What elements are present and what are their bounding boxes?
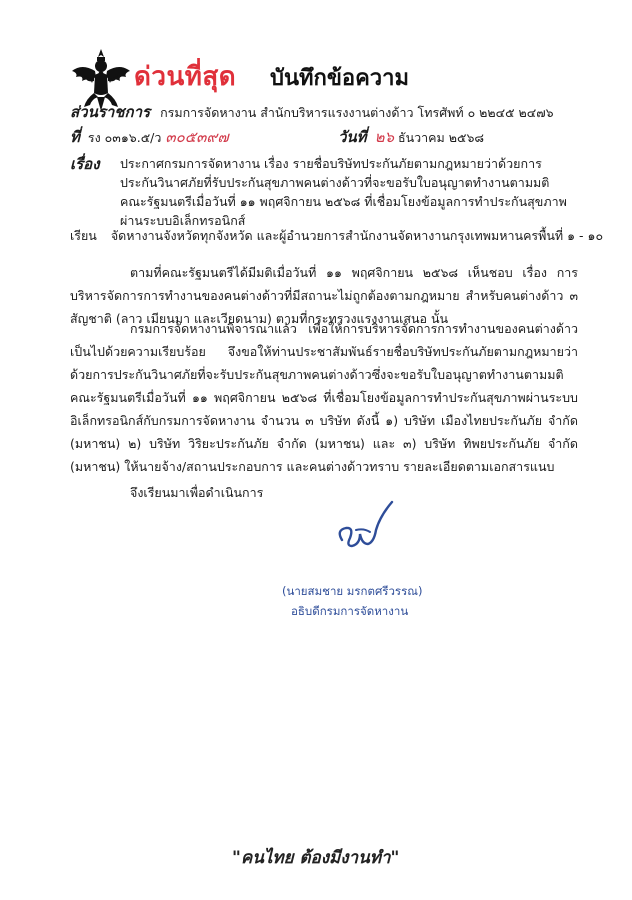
urgent-stamp: ด่วนที่สุด [134,62,237,92]
memo-title: บันทึกข้อความ [270,66,410,91]
body-paragraph-2: กรมการจัดหางานพิจารณาแล้ว เพื่อให้การบริหารจัดการการทำงานของคนต่างด้าวเป็นไปด้วยความเรียบร้อย จึงขอให้ท่านประชาสัมพันธ์รายชื่อบริษัทประกันภัยตามกฎหมายว่าด้วยการประกันวินาศภัยที่จะรับประกันสุขภาพคนต่างด้าวซึ่งจะขอรับใบอนุญาตทำงานตามมติคณะรัฐมนตรีเมื่อวันที่ ๑๑ พฤศจิกายน ๒๕๖๘ ที่เชื่อมโยงข้อมูลการทำประกันสุขภาพผ่านระบบอิเล็กทรอนิกส์กับกรมการจัดหางาน จำนวน ๓ บริษัท ดังนี้ ๑) บริษัท เมืองไทยประกันภัย จำกัด (มหาชน) ๒) บริษัท วิริยะประกันภัย จำกัด (มหาชน) และ ๓) บริษัท ทิพยประกันภัย จำกัด (มหาชน) ให้นายจ้าง/สถานประกอบการ และคนต่างด้าวทราบ รายละเอียดตามเอกสารแนบ [70,321,578,474]
body-paragraph-1: ตามที่คณะรัฐมนตรีได้มีมติเมื่อวันที่ ๑๑ พฤศจิกายน ๒๕๖๘ เห็นชอบ เรื่อง การบริหารจัดการการทำงานของคนต่างด้าวที่มีสถานะไม่ถูกต้องตามกฎหมาย สำหรับคนต่างด้าว ๓ สัญชาติ (ลาว เมียนมา และเวียดนาม) ตามที่กระทรวงแรงงานเสนอ นั้น [70,265,578,326]
signatory-title: อธิบดีกรมการจัดหางาน [291,604,409,618]
reference-line [70,125,229,149]
footer-slogan: "คนไทย ต้องมีงานทำ" [232,848,400,868]
reference-handwritten-number: ๓๐๕๓๙๗ [165,128,229,146]
signature-mark [330,500,410,560]
recipient-value: จัดหางานจังหวัดทุกจังหวัด และผู้อำนวยการสำนักงานจัดหางานกรุงเทพมหานครพื้นที่ ๑ - ๑๐ [110,228,604,243]
subject-text: ประกาศกรมการจัดหางาน เรื่อง รายชื่อบริษัทประกันภัยตามกฎหมายว่าด้วยการประกันวินาศภัยที่รับประกันสุขภาพคนต่างด้าวที่จะขอรับใบอนุญาตทำงานตามมติคณะรัฐมนตรีเมื่อวันที่ ๑๑ พฤศจิกายน ๒๕๖๘ ที่เชื่อมโยงข้อมูลการทำประกันสุขภาพผ่านระบบอิเล็กทรอนิกส์ [120,156,567,228]
date-line [338,125,484,149]
body-paragraph-closing: จึงเรียนมาเพื่อดำเนินการ [130,485,264,500]
date-label: วันที่ [338,128,367,146]
signatory-name: (นายสมชาย มรกตศรีวรรณ) [282,584,423,598]
agency-value: กรมการจัดหางาน สำนักบริหารแรงงานต่างด้าว โทรศัพท์ ๐ ๒๒๔๕ ๒๔๗๖ [160,105,554,120]
date-month-year: ธันวาคม ๒๕๖๘ [397,130,485,145]
agency-line [70,100,554,124]
date-day: ๒๖ [374,128,394,146]
reference-number: รง ๐๓๑๖.๕/ว [87,130,162,145]
agency-label: ส่วนราชการ [70,103,151,121]
reference-label: ที่ [70,128,80,146]
recipient-line [70,226,603,246]
recipient-label: เรียน [70,228,97,243]
subject-label: เรื่อง [70,155,100,173]
